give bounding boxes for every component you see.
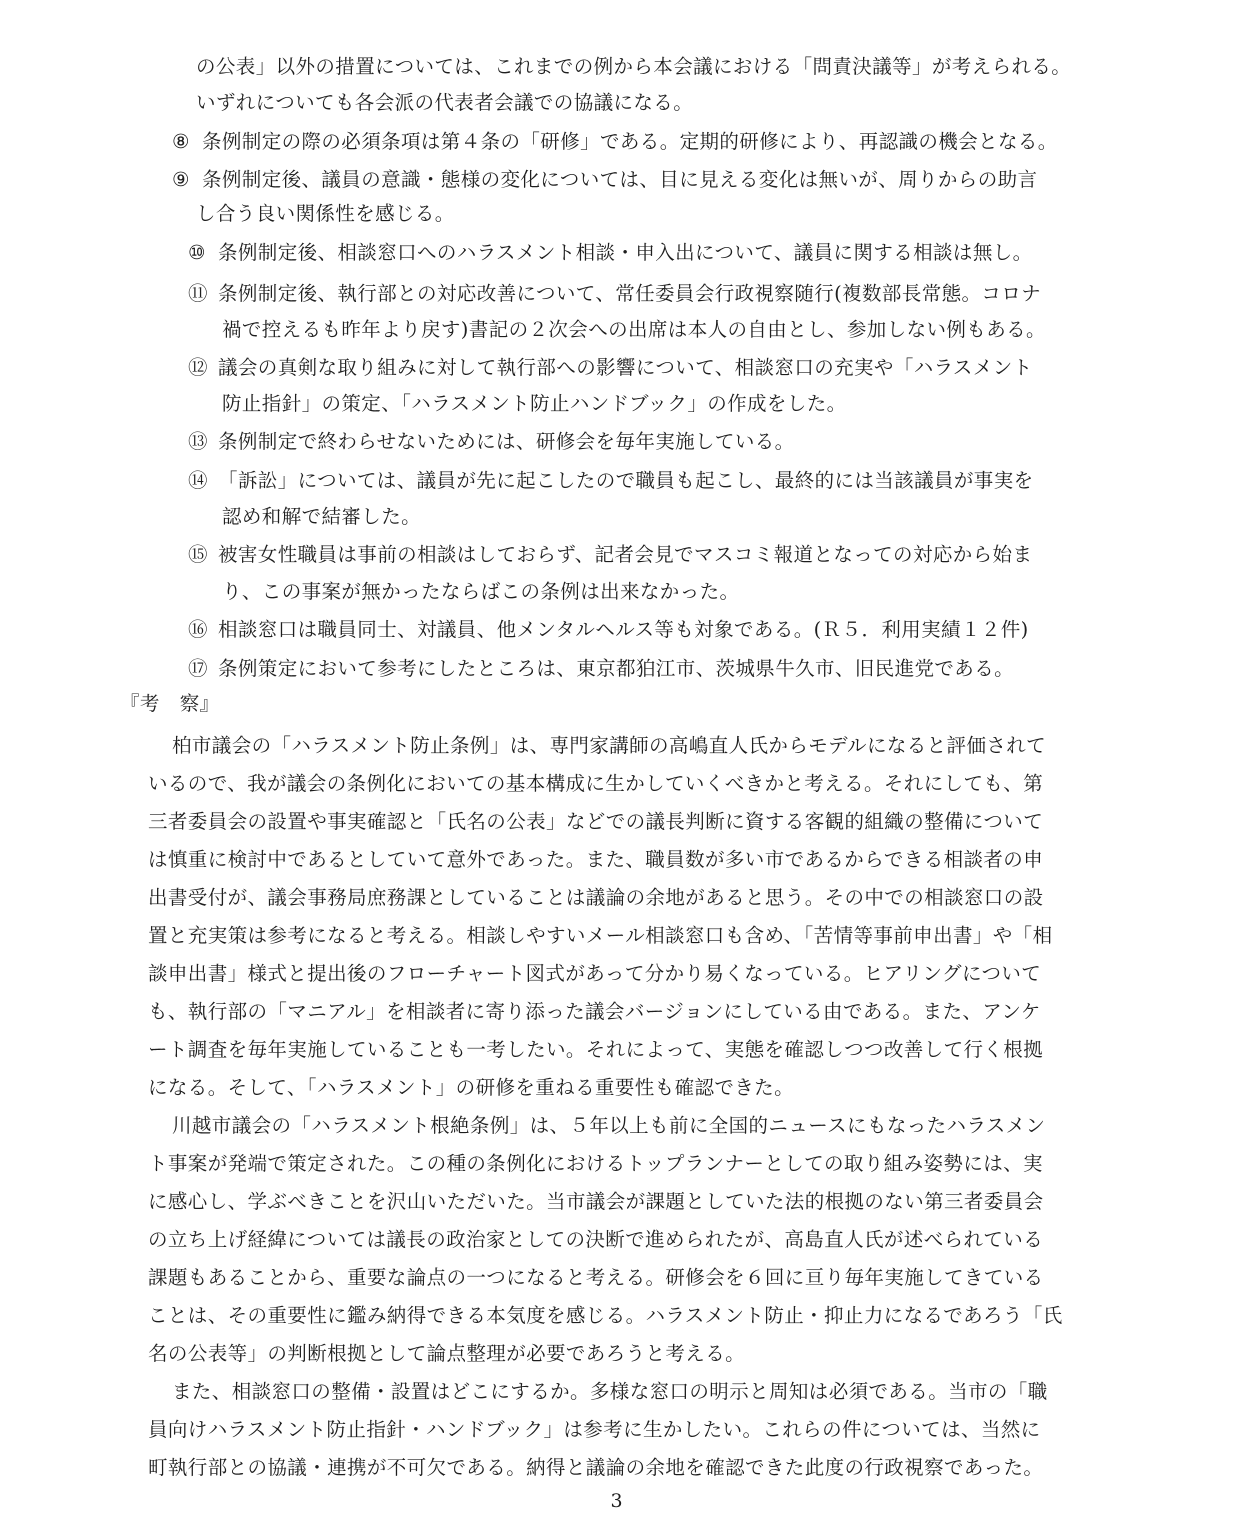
list-item-16 bbox=[188, 616, 1029, 644]
section-heading: 『考 察』 bbox=[120, 692, 220, 715]
item-number: ⑩ bbox=[188, 241, 206, 264]
carryover-line-2: いずれについても各会派の代表者会議での協議になる。 bbox=[196, 91, 694, 114]
item-number: ⑧ bbox=[172, 130, 190, 153]
list-item-12 bbox=[188, 354, 1033, 382]
item-text: 条例制定後、議員の意識・態様の変化については、目に見える変化は無いが、周りからの助言 bbox=[202, 168, 1038, 191]
page-number: 3 bbox=[610, 1490, 623, 1512]
item-text: 議会の真剣な取り組みに対して執行部への影響について、相談窓口の充実や「ハラスメント bbox=[218, 356, 1033, 379]
paragraph-2-line-1: 川越市議会の「ハラスメント根絶条例」は、５年以上も前に全国的ニュースにもなったハラスメン bbox=[172, 1114, 1046, 1137]
item-text: 被害女性職員は事前の相談はしておらず、記者会見でマスコミ報道となっての対応から始ま bbox=[218, 543, 1033, 566]
item-number: ⑪ bbox=[188, 282, 208, 305]
list-item-11 bbox=[188, 280, 1041, 308]
item-number: ⑨ bbox=[172, 168, 190, 191]
list-item-14 bbox=[188, 467, 1034, 495]
list-item-15-cont: り、この事案が無かったならばこの条例は出来なかった。 bbox=[222, 580, 740, 603]
paragraph-1-line-7: 談申出書」様式と提出後のフローチャート図式があって分かり易くなっている。ヒアリングについて bbox=[148, 962, 1042, 985]
item-text: 条例制定後、執行部との対応改善について、常任委員会行政視察随行(複数部長常態。コロナ bbox=[218, 282, 1042, 305]
item-number: ⑰ bbox=[188, 657, 208, 680]
item-number: ⑫ bbox=[188, 356, 208, 379]
paragraph-1-line-2: いるので、我が議会の条例化においての基本構成に生かしていくべきかと考える。それにしても、第 bbox=[148, 772, 1044, 795]
paragraph-3-line-3: 町執行部との協議・連携が不可欠である。納得と議論の余地を確認できた此度の行政視察であった。 bbox=[148, 1456, 1044, 1479]
paragraph-2-line-7: 名の公表等」の判断根拠として論点整理が必要であろうと考える。 bbox=[148, 1342, 746, 1365]
list-item-14-cont: 認め和解で結審した。 bbox=[222, 505, 422, 528]
paragraph-1-line-6: 置と充実策は参考になると考える。相談しやすいメール相談窓口も含め、「苦情等事前申出書」や「相 bbox=[148, 924, 1053, 947]
paragraph-1-line-10: になる。そして、「ハラスメント」の研修を重ねる重要性も確認できた。 bbox=[148, 1076, 794, 1099]
carryover-line-1: の公表」以外の措置については、これまでの例から本会議における「問責決議等」が考えられる。 bbox=[196, 55, 1072, 78]
paragraph-2-line-5: 課題もあることから、重要な論点の一つになると考える。研修会を６回に亘り毎年実施してきている bbox=[148, 1266, 1044, 1289]
paragraph-2-line-4: の立ち上げ経緯については議長の政治家としての決断で進められたが、高島直人氏が述べられている bbox=[148, 1228, 1044, 1251]
paragraph-1-line-3: 三者委員会の設置や事実確認と「氏名の公表」などでの議長判断に資する客観的組織の整備について bbox=[148, 810, 1044, 833]
list-item-8 bbox=[172, 128, 1058, 156]
item-text: 条例制定で終わらせないためには、研修会を毎年実施している。 bbox=[218, 430, 795, 453]
item-number: ⑯ bbox=[188, 618, 208, 641]
paragraph-1-line-8: も、執行部の「マニアル」を相談者に寄り添った議会バージョンにしている由である。また、アンケ bbox=[148, 1000, 1041, 1023]
paragraph-1-line-5: 出書受付が、議会事務局庶務課としていることは議論の余地があると思う。その中での相談窓口の設 bbox=[148, 886, 1044, 909]
item-number: ⑬ bbox=[188, 430, 208, 453]
paragraph-1-line-1: 柏市議会の「ハラスメント防止条例」は、専門家講師の高嶋直人氏からモデルになると評価されて bbox=[172, 734, 1047, 757]
list-item-13 bbox=[188, 428, 795, 456]
paragraph-2-line-6: ことは、その重要性に鑑み納得できる本気度を感じる。ハラスメント防止・抑止力になるであろう「氏 bbox=[148, 1304, 1063, 1327]
list-item-15 bbox=[188, 541, 1032, 569]
item-text: 「訴訟」については、議員が先に起こしたので職員も起こし、最終的には当該議員が事実を bbox=[218, 469, 1034, 492]
list-item-9 bbox=[172, 166, 1037, 194]
item-number: ⑭ bbox=[188, 469, 208, 492]
list-item-12-cont: 防止指針」の策定、「ハラスメント防止ハンドブック」の作成をした。 bbox=[222, 392, 847, 415]
item-text: 条例制定後、相談窓口へのハラスメント相談・申入出について、議員に関する相談は無し。 bbox=[218, 241, 1033, 264]
item-text: 相談窓口は職員同士、対議員、他メンタルヘルス等も対象である。(Ｒ５．利用実績１２件) bbox=[218, 618, 1029, 641]
list-item-9-cont: し合う良い関係性を感じる。 bbox=[196, 202, 455, 225]
list-item-17 bbox=[188, 655, 1014, 683]
list-item-10 bbox=[188, 239, 1033, 267]
paragraph-2-line-2: ト事案が発端で策定された。この種の条例化におけるトップランナーとしての取り組み姿勢には、実 bbox=[148, 1152, 1043, 1175]
list-item-11-cont: 禍で控えるも昨年より戻す)書記の２次会への出席は本人の自由とし、参加しない例もある。 bbox=[222, 318, 1046, 341]
paragraph-1-line-4: は慎重に検討中であるとしていて意外であった。また、職員数が多い市であるからできる相談者の申 bbox=[148, 848, 1044, 871]
paragraph-2-line-3: に感心し、学ぶべきことを沢山いただいた。当市議会が課題としていた法的根拠のない第三者委員会 bbox=[148, 1190, 1044, 1213]
item-text: 条例制定の際の必須条項は第４条の「研修」である。定期的研修により、再認識の機会となる。 bbox=[202, 130, 1058, 153]
paragraph-3-line-2: 員向けハラスメント防止指針・ハンドブック」は参考に生かしたい。これらの件については、当然に bbox=[148, 1418, 1041, 1441]
item-number: ⑮ bbox=[188, 543, 208, 566]
item-text: 条例策定において参考にしたところは、東京都狛江市、茨城県牛久市、旧民進党である。 bbox=[218, 657, 1015, 680]
paragraph-3-line-1: また、相談窓口の整備・設置はどこにするか。多様な窓口の明示と周知は必須である。当市の「職 bbox=[172, 1380, 1048, 1403]
paragraph-1-line-9: ート調査を毎年実施していることも一考したい。それによって、実態を確認しつつ改善して行く根拠 bbox=[148, 1038, 1044, 1061]
